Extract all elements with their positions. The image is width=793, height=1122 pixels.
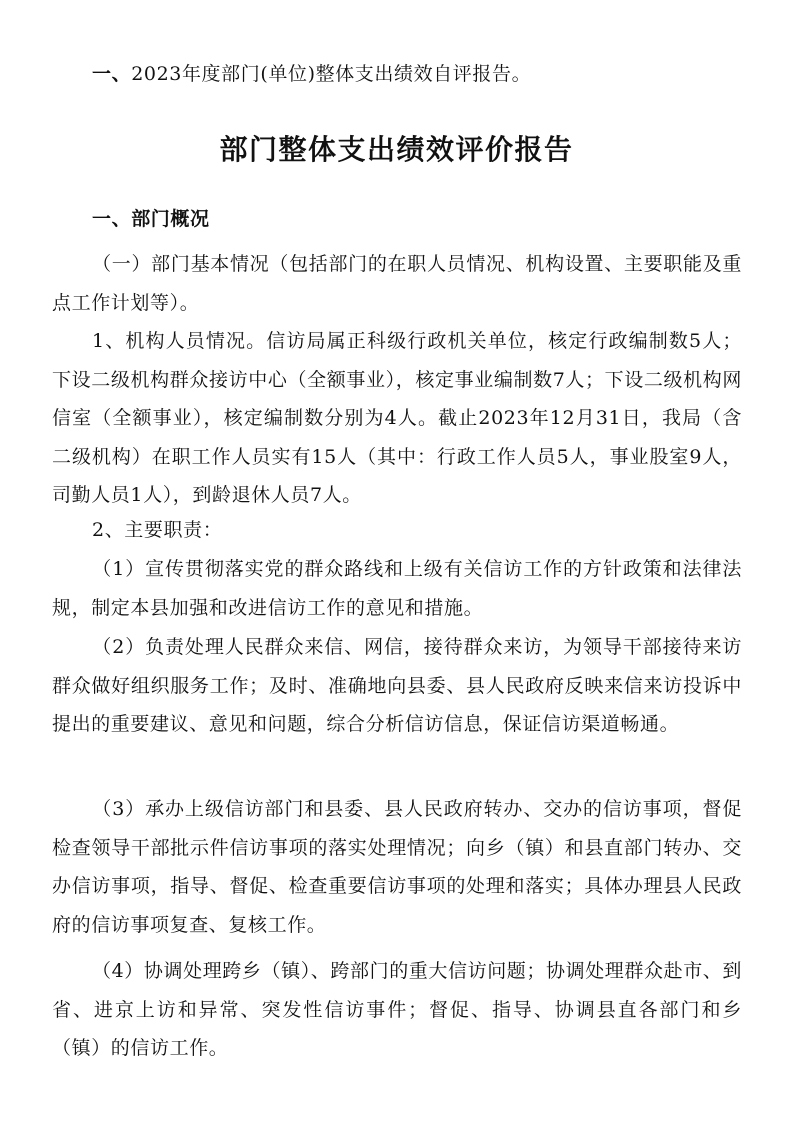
paragraph-text: （3）承办上级信访部门和县委、县人民政府转办、交办的信访事项，督促检查领导干部批示件信访事项的落实处理情况；向乡（镇）和县直部门转办、交办信访事项，指导、督促、检查重要信访事项的处理和落实；具体办理县人民政府的信访事项复查、复核工作。 (52, 798, 742, 936)
paragraph-duties-heading (52, 511, 742, 550)
paragraph-duty-4 (52, 952, 742, 1068)
paragraph-text: （1）宣传贯彻落实党的群众路线和上级有关信访工作的方针政策和法律法规，制定本县加强和改进信访工作的意见和措施。 (52, 558, 742, 619)
section-heading: 一、部门概况 (92, 208, 210, 230)
paragraph-duty-2 (52, 628, 742, 744)
paragraph-text: （一）部门基本情况（包括部门的在职人员情况、机构设置、主要职能及重点工作计划等）。 (52, 253, 742, 314)
report-item-number: 一、 (92, 63, 132, 85)
paragraph-staffing (52, 322, 742, 515)
paragraph-text: （4）协调处理跨乡（镇）、跨部门的重大信访问题；协调处理群众赴市、到省、进京上访和异常、突发性信访事件；督促、指导、协调县直各部门和乡（镇）的信访工作。 (52, 960, 742, 1059)
report-item-heading (92, 62, 531, 86)
paragraph-duty-3 (52, 790, 742, 944)
paragraph-text: （2）负责处理人民群众来信、网信，接待群众来访，为领导干部接待来访群众做好组织服务工作；及时、准确地向县委、县人民政府反映来信来访投诉中提出的重要建议、意见和问题，综合分析信访信息，保证信访渠道畅通。 (52, 636, 742, 735)
document-title: 部门整体支出绩效评价报告 (219, 133, 574, 166)
paragraph-duty-1 (52, 550, 742, 627)
paragraph-dept-basic-info (52, 245, 742, 322)
paragraph-text: 2、主要职责： (92, 519, 223, 541)
paragraph-text: 1、机构人员情况。信访局属正科级行政机关单位，核定行政编制数5人； 下设二级机构群众接访中心（全额事业），核定事业编制数7人；下设二级机构网信室（全额事业），核定编制数分别为4人。截止2023年12月31日，我局（含二级机构）在职工作人员实有15人（其中：行政工作人员5人，事业股室9人，司勤人员1人），到龄退休人员7人。 (52, 330, 742, 506)
report-item-text: 2023年度部门(单位)整体支出绩效自评报告。 (131, 63, 532, 85)
